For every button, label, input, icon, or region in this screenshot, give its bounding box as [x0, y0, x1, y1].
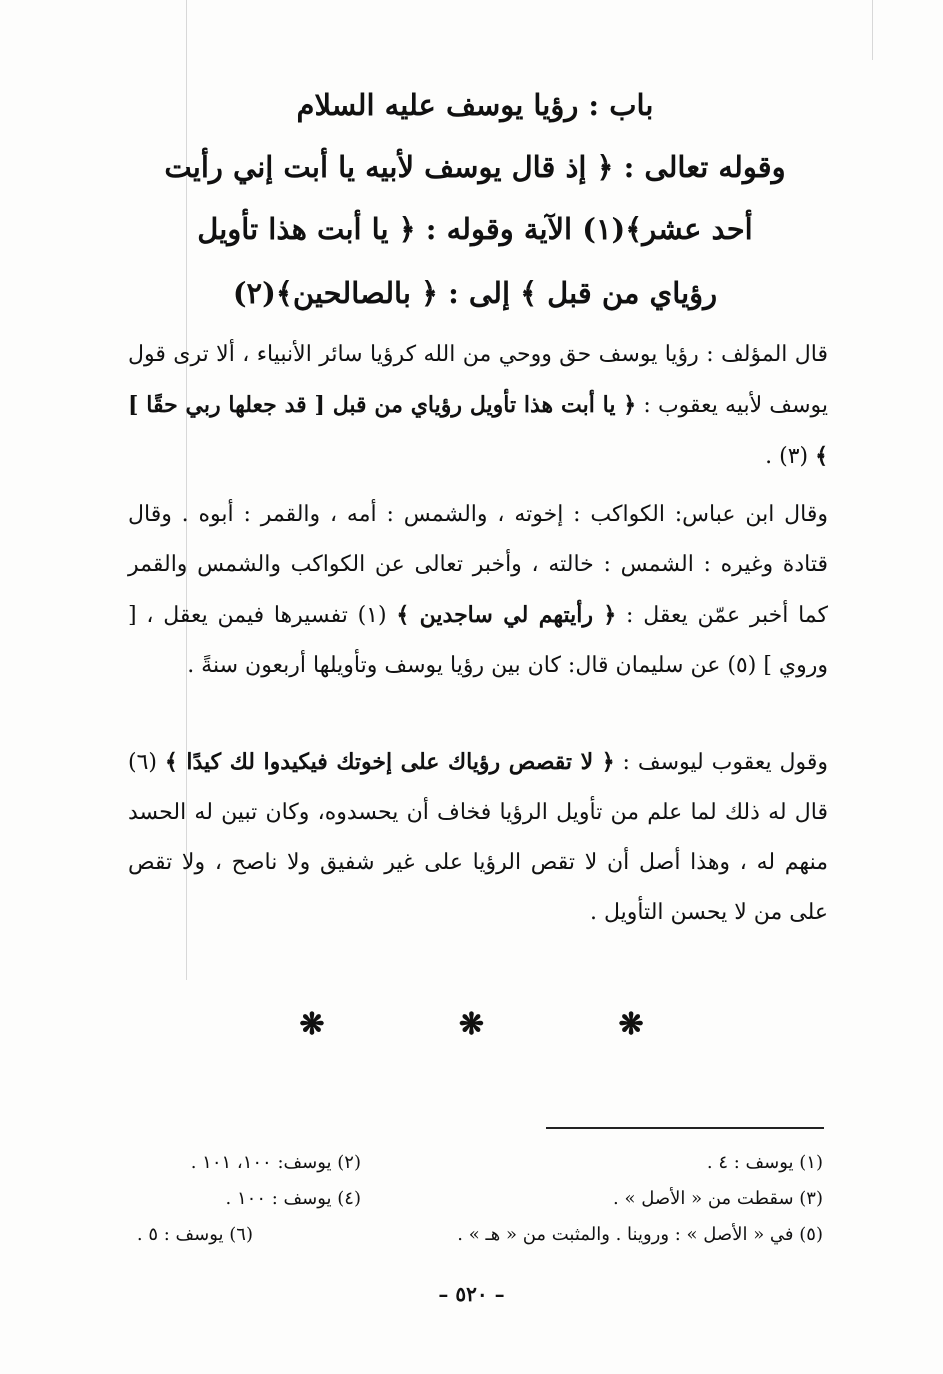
paragraph-text: (١) تفسيرها فيمن يعقل ، [ وروي ] (٥) عن سليمان قال: كان بين رؤيا يوسف وتأويلها أربعون سنةً .	[128, 603, 828, 678]
footnote-5: (٥) في « الأصل » : وروينا . والمثبت من « هـ » .	[457, 1224, 823, 1245]
footnote-2: (٢) يوسف: ١٠٠، ١٠١ .	[190, 1152, 361, 1173]
page-number: – ٥٢٠ –	[438, 1282, 505, 1306]
paragraph-text: وقال ابن عباس: الكواكب : إخوته ، والشمس : أمه ، والقمر : أبوه . وقال قتادة وغيره : الشمس : خالته ، وأخبر تعالى عن الكواكب والشمس والقمر كما أخبر عمّن يعقل :	[128, 502, 828, 628]
footnote-1: (١) يوسف : ٤ .	[706, 1152, 823, 1173]
quran-quote: ﴿ رأيتهم لي ساجدين ﴾	[396, 602, 617, 628]
paragraph-yaqub	[128, 737, 828, 938]
page-fold-line-right	[872, 0, 873, 60]
verse-heading-line-1: وقوله تعالى : ﴿ إذ قال يوسف لأبيه يا أبت إني رأيت	[164, 150, 786, 184]
paragraph-author-statement	[128, 330, 828, 482]
paragraph-ibn-abbas	[128, 490, 828, 691]
paragraph-text: (٣) .	[765, 444, 816, 469]
paragraph-text: (٦) قال له ذلك لما علم من تأويل الرؤيا فخاف أن يحسدوه، وكان تبين له الحسد منهم له ، وهذا أصل أن لا تقص الرؤيا على غير شفيق ولا ناصح ، ولا تقص على من لا يحسن التأويل .	[128, 750, 828, 925]
chapter-title: باب : رؤيا يوسف عليه السلام	[296, 88, 654, 122]
paragraph-text: وقول يعقوب ليوسف :	[614, 750, 829, 775]
verse-heading-line-2: أحد عشر﴾(١) الآية وقوله : ﴿ يا أبت هذا تأويل	[197, 212, 753, 246]
verse-heading-line-3: رؤياي من قبل ﴾ إلى : ﴿ بالصالحين﴾(٢)	[232, 276, 718, 310]
quran-quote: ﴿ لا تقصص رؤياك على إخوتك فيكيدوا لك كيدًا ﴾	[164, 749, 615, 775]
section-separator-stars: ❋ ❋ ❋	[299, 1007, 706, 1042]
footnote-4: (٤) يوسف : ١٠٠ .	[225, 1188, 361, 1209]
footnote-divider	[546, 1127, 824, 1129]
footnote-6: (٦) يوسف : ٥ .	[136, 1224, 253, 1245]
footnote-3: (٣) سقطت من « الأصل » .	[613, 1188, 823, 1209]
paragraph-text: قال المؤلف : رؤيا يوسف حق ووحي من الله كرؤيا سائر الأنبياء ، ألا ترى قول يوسف لأبيه يعقوب :	[128, 342, 829, 418]
quran-quote: ﴿ يا أبت هذا تأويل رؤياي من قبل [ قد جعلها ربي حقًا ] ﴾	[128, 392, 828, 469]
